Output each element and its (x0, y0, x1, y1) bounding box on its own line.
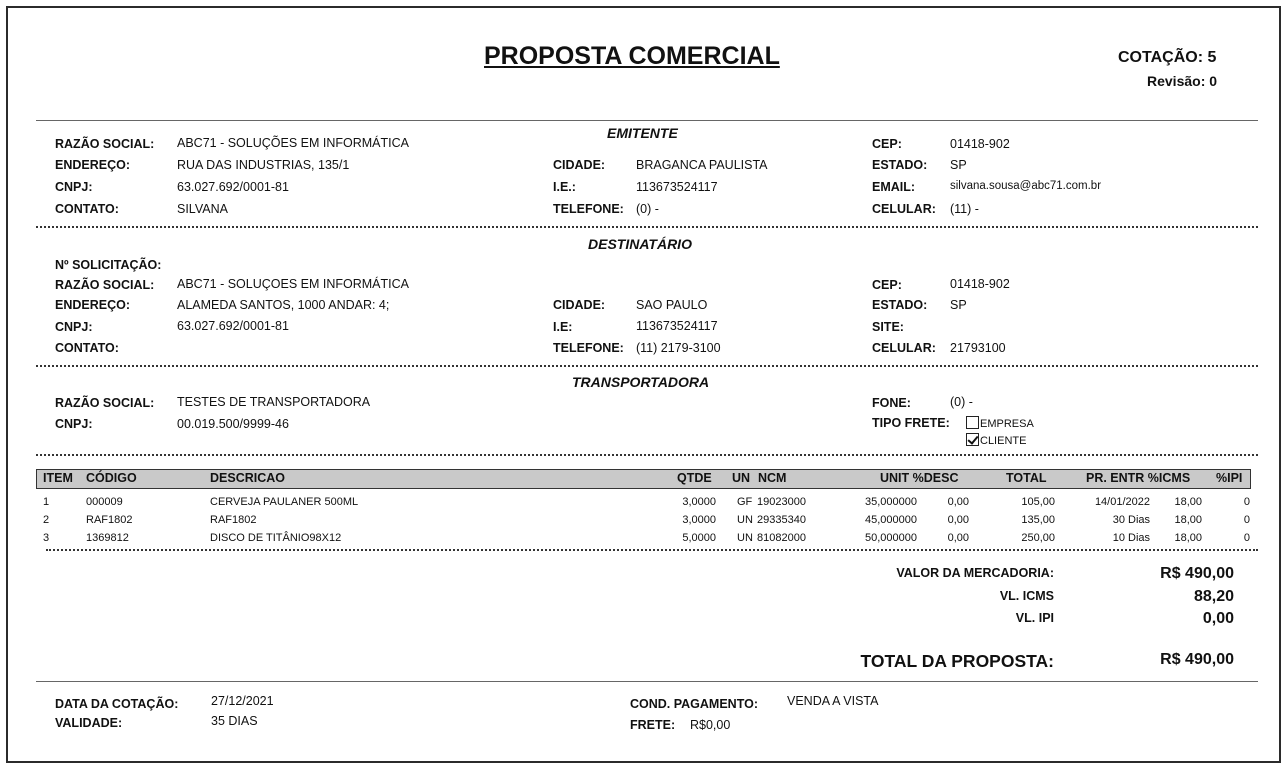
col-item: ITEM (43, 471, 73, 485)
table-cell-codigo: 1369812 (86, 532, 129, 544)
empresa-checkbox[interactable] (966, 416, 979, 429)
table-cell-total: 105,00 (1021, 496, 1055, 508)
frete-value: R$0,00 (690, 718, 731, 732)
cond-pagamento-label: COND. PAGAMENTO: (630, 697, 759, 711)
emitente-email-value: silvana.sousa@abc71.com.br (950, 180, 1102, 192)
col-total: TOTAL (1006, 471, 1047, 485)
revisao-value: 0 (1209, 73, 1218, 89)
col-un: UN (732, 471, 751, 485)
vl-icms-label: VL. ICMS (999, 589, 1054, 603)
section-divider (36, 365, 1258, 367)
emitente-razao-value: ABC71 - SOLUÇÕES EM INFORMÁTICA (177, 136, 409, 150)
section-divider (36, 226, 1258, 228)
table-cell-codigo: RAF1802 (86, 514, 133, 526)
emitente-email-label: EMAIL: (872, 180, 916, 194)
destinatario-contato-label: CONTATO: (55, 341, 119, 355)
destinatario-razao-label: RAZÃO SOCIAL: (55, 278, 155, 292)
emitente-celular-label: CELULAR: (872, 202, 936, 216)
cotacao (1118, 49, 1216, 67)
data-cotacao-label: DATA DA COTAÇÃO: (55, 697, 179, 711)
table-cell-qtde: 3,0000 (682, 514, 716, 526)
frete-label: FRETE: (630, 718, 676, 732)
valor-mercadoria-value: R$ 490,00 (1160, 565, 1234, 582)
vl-ipi-label: VL. IPI (1015, 611, 1054, 625)
transportadora-cnpj-label: CNPJ: (55, 417, 93, 431)
emitente-estado-label: ESTADO: (872, 158, 928, 172)
emitente-celular-value: (11) - (950, 202, 979, 216)
transportadora-cnpj-value: 00.019.500/9999-46 (177, 417, 289, 431)
destinatario-site-label: SITE: (872, 320, 904, 334)
cond-pagamento-value: VENDA A VISTA (787, 694, 879, 708)
frete-option-empresa[interactable] (966, 414, 1034, 432)
table-cell-pr_entr: 30 Dias (1112, 514, 1150, 526)
table-cell-item: 2 (43, 514, 50, 526)
table-cell-qtde: 3,0000 (682, 496, 716, 508)
table-cell-icms: 18,00 (1174, 496, 1202, 508)
destinatario-cnpj-value: 63.027.692/0001-81 (177, 319, 289, 333)
table-cell-ncm: 29335340 (757, 514, 806, 526)
table-cell-descricao: DISCO DE TITÂNIO98X12 (210, 532, 342, 544)
table-cell-icms: 18,00 (1174, 514, 1202, 526)
cotacao-value: 5 (1207, 49, 1217, 66)
table-cell-item: 1 (43, 496, 50, 508)
col-pr-entr-icms: PR. ENTR %ICMS (1086, 471, 1191, 485)
footer-divider (36, 681, 1258, 682)
transportadora-fone-label: FONE: (872, 396, 911, 410)
emitente-endereco-value: RUA DAS INDUSTRIAS, 135/1 (177, 158, 350, 172)
emitente-contato-value: SILVANA (177, 202, 228, 216)
emitente-telefone-value: (0) - (636, 202, 659, 216)
table-cell-unit: 35,000000 (865, 496, 917, 508)
table-cell-ncm: 19023000 (757, 496, 806, 508)
destinatario-ie-value: 113673524117 (636, 319, 718, 333)
emitente-endereco-label: ENDEREÇO: (55, 158, 131, 172)
destinatario-estado-label: ESTADO: (872, 298, 928, 312)
col-ncm: NCM (758, 471, 787, 485)
emitente-telefone-label: TELEFONE: (553, 202, 624, 216)
empresa-label: EMPRESA (980, 418, 1034, 430)
table-cell-descricao: CERVEJA PAULANER 500ML (210, 496, 359, 508)
emitente-cnpj-value: 63.027.692/0001-81 (177, 180, 289, 194)
transportadora-razao-value: TESTES DE TRANSPORTADORA (177, 395, 371, 409)
data-cotacao-value: 27/12/2021 (211, 694, 274, 708)
valor-mercadoria-label: VALOR DA MERCADORIA: (896, 566, 1054, 580)
table-cell-desc: 0,00 (947, 496, 969, 508)
table-cell-total: 135,00 (1021, 514, 1055, 526)
table-cell-un: UN (737, 532, 753, 544)
table-cell-icms: 18,00 (1174, 532, 1202, 544)
emitente-cep-value: 01418-902 (950, 137, 1010, 151)
vl-icms-value: 88,20 (1193, 588, 1234, 605)
frete-option-cliente[interactable] (966, 431, 1026, 449)
emitente-cidade-value: BRAGANCA PAULISTA (636, 158, 768, 172)
destinatario-celular-value: 21793100 (950, 341, 1006, 355)
table-cell-ncm: 81082000 (757, 532, 806, 544)
col-codigo: CÓDIGO (86, 471, 137, 485)
destinatario-telefone-value: (11) 2179-3100 (636, 341, 721, 355)
section-divider (36, 454, 1258, 456)
col-qtde: QTDE (677, 471, 712, 485)
destinatario-endereco-value: ALAMEDA SANTOS, 1000 ANDAR: 4; (177, 298, 390, 312)
table-cell-pr_entr: 10 Dias (1112, 532, 1150, 544)
validade-value: 35 DIAS (211, 714, 258, 728)
table-cell-unit: 45,000000 (865, 514, 917, 526)
cliente-checkbox[interactable] (966, 433, 979, 446)
col-ipi: %IPI (1216, 471, 1243, 485)
page-title: PROPOSTA COMERCIAL (484, 42, 780, 70)
transportadora-razao-label: RAZÃO SOCIAL: (55, 396, 155, 410)
emitente-estado-value: SP (950, 158, 967, 172)
table-cell-codigo: 000009 (86, 496, 123, 508)
tipo-frete-label: TIPO FRETE: (872, 416, 950, 430)
destinatario-cep-label: CEP: (872, 278, 902, 292)
transportadora-section-title: TRANSPORTADORA (572, 374, 710, 390)
total-proposta-label: TOTAL DA PROPOSTA: (860, 651, 1054, 671)
destinatario-section-title: DESTINATÁRIO (588, 236, 692, 252)
table-cell-desc: 0,00 (947, 514, 969, 526)
table-cell-qtde: 5,0000 (682, 532, 716, 544)
table-bottom-divider (46, 549, 1258, 551)
table-cell-descricao: RAF1802 (210, 514, 257, 526)
table-cell-unit: 50,000000 (865, 532, 917, 544)
emitente-razao-label: RAZÃO SOCIAL: (55, 137, 155, 151)
destinatario-cidade-label: CIDADE: (553, 298, 606, 312)
emitente-section-title: EMITENTE (607, 125, 678, 141)
table-cell-pr_entr: 14/01/2022 (1094, 496, 1150, 508)
transportadora-fone-value: (0) - (950, 395, 973, 409)
destinatario-solicitacao-label: Nº SOLICITAÇÃO: (55, 258, 162, 272)
destinatario-ie-label: I.E: (553, 320, 573, 334)
table-cell-total: 250,00 (1021, 532, 1055, 544)
total-proposta-value: R$ 490,00 (1160, 651, 1234, 668)
revisao-label: Revisão: (1147, 73, 1206, 89)
col-unit-desc: UNIT %DESC (880, 471, 959, 485)
emitente-ie-value: 113673524117 (636, 180, 718, 194)
emitente-contato-label: CONTATO: (55, 202, 119, 216)
table-cell-item: 3 (43, 532, 50, 544)
header-divider (36, 120, 1258, 121)
destinatario-cidade-value: SAO PAULO (636, 298, 708, 312)
destinatario-cnpj-label: CNPJ: (55, 320, 93, 334)
destinatario-celular-label: CELULAR: (872, 341, 936, 355)
table-cell-ipi: 0 (1243, 496, 1250, 508)
revisao (1147, 73, 1217, 89)
cliente-label: CLIENTE (980, 435, 1027, 447)
destinatario-telefone-label: TELEFONE: (553, 341, 624, 355)
table-cell-ipi: 0 (1243, 532, 1250, 544)
table-cell-ipi: 0 (1243, 514, 1250, 526)
col-descricao: DESCRICAO (210, 471, 286, 485)
validade-label: VALIDADE: (55, 716, 123, 730)
cotacao-label: COTAÇÃO: (1118, 49, 1204, 66)
destinatario-endereco-label: ENDEREÇO: (55, 298, 131, 312)
destinatario-razao-value: ABC71 - SOLUÇOES EM INFORMÁTICA (177, 277, 409, 291)
vl-ipi-value: 0,00 (1202, 610, 1234, 627)
emitente-cep-label: CEP: (872, 137, 902, 151)
table-cell-desc: 0,00 (947, 532, 969, 544)
emitente-cnpj-label: CNPJ: (55, 180, 93, 194)
emitente-cidade-label: CIDADE: (553, 158, 606, 172)
table-cell-un: UN (737, 514, 753, 526)
destinatario-estado-value: SP (950, 298, 967, 312)
emitente-ie-label: I.E.: (553, 180, 576, 194)
destinatario-cep-value: 01418-902 (950, 277, 1010, 291)
table-cell-un: GF (737, 496, 753, 508)
